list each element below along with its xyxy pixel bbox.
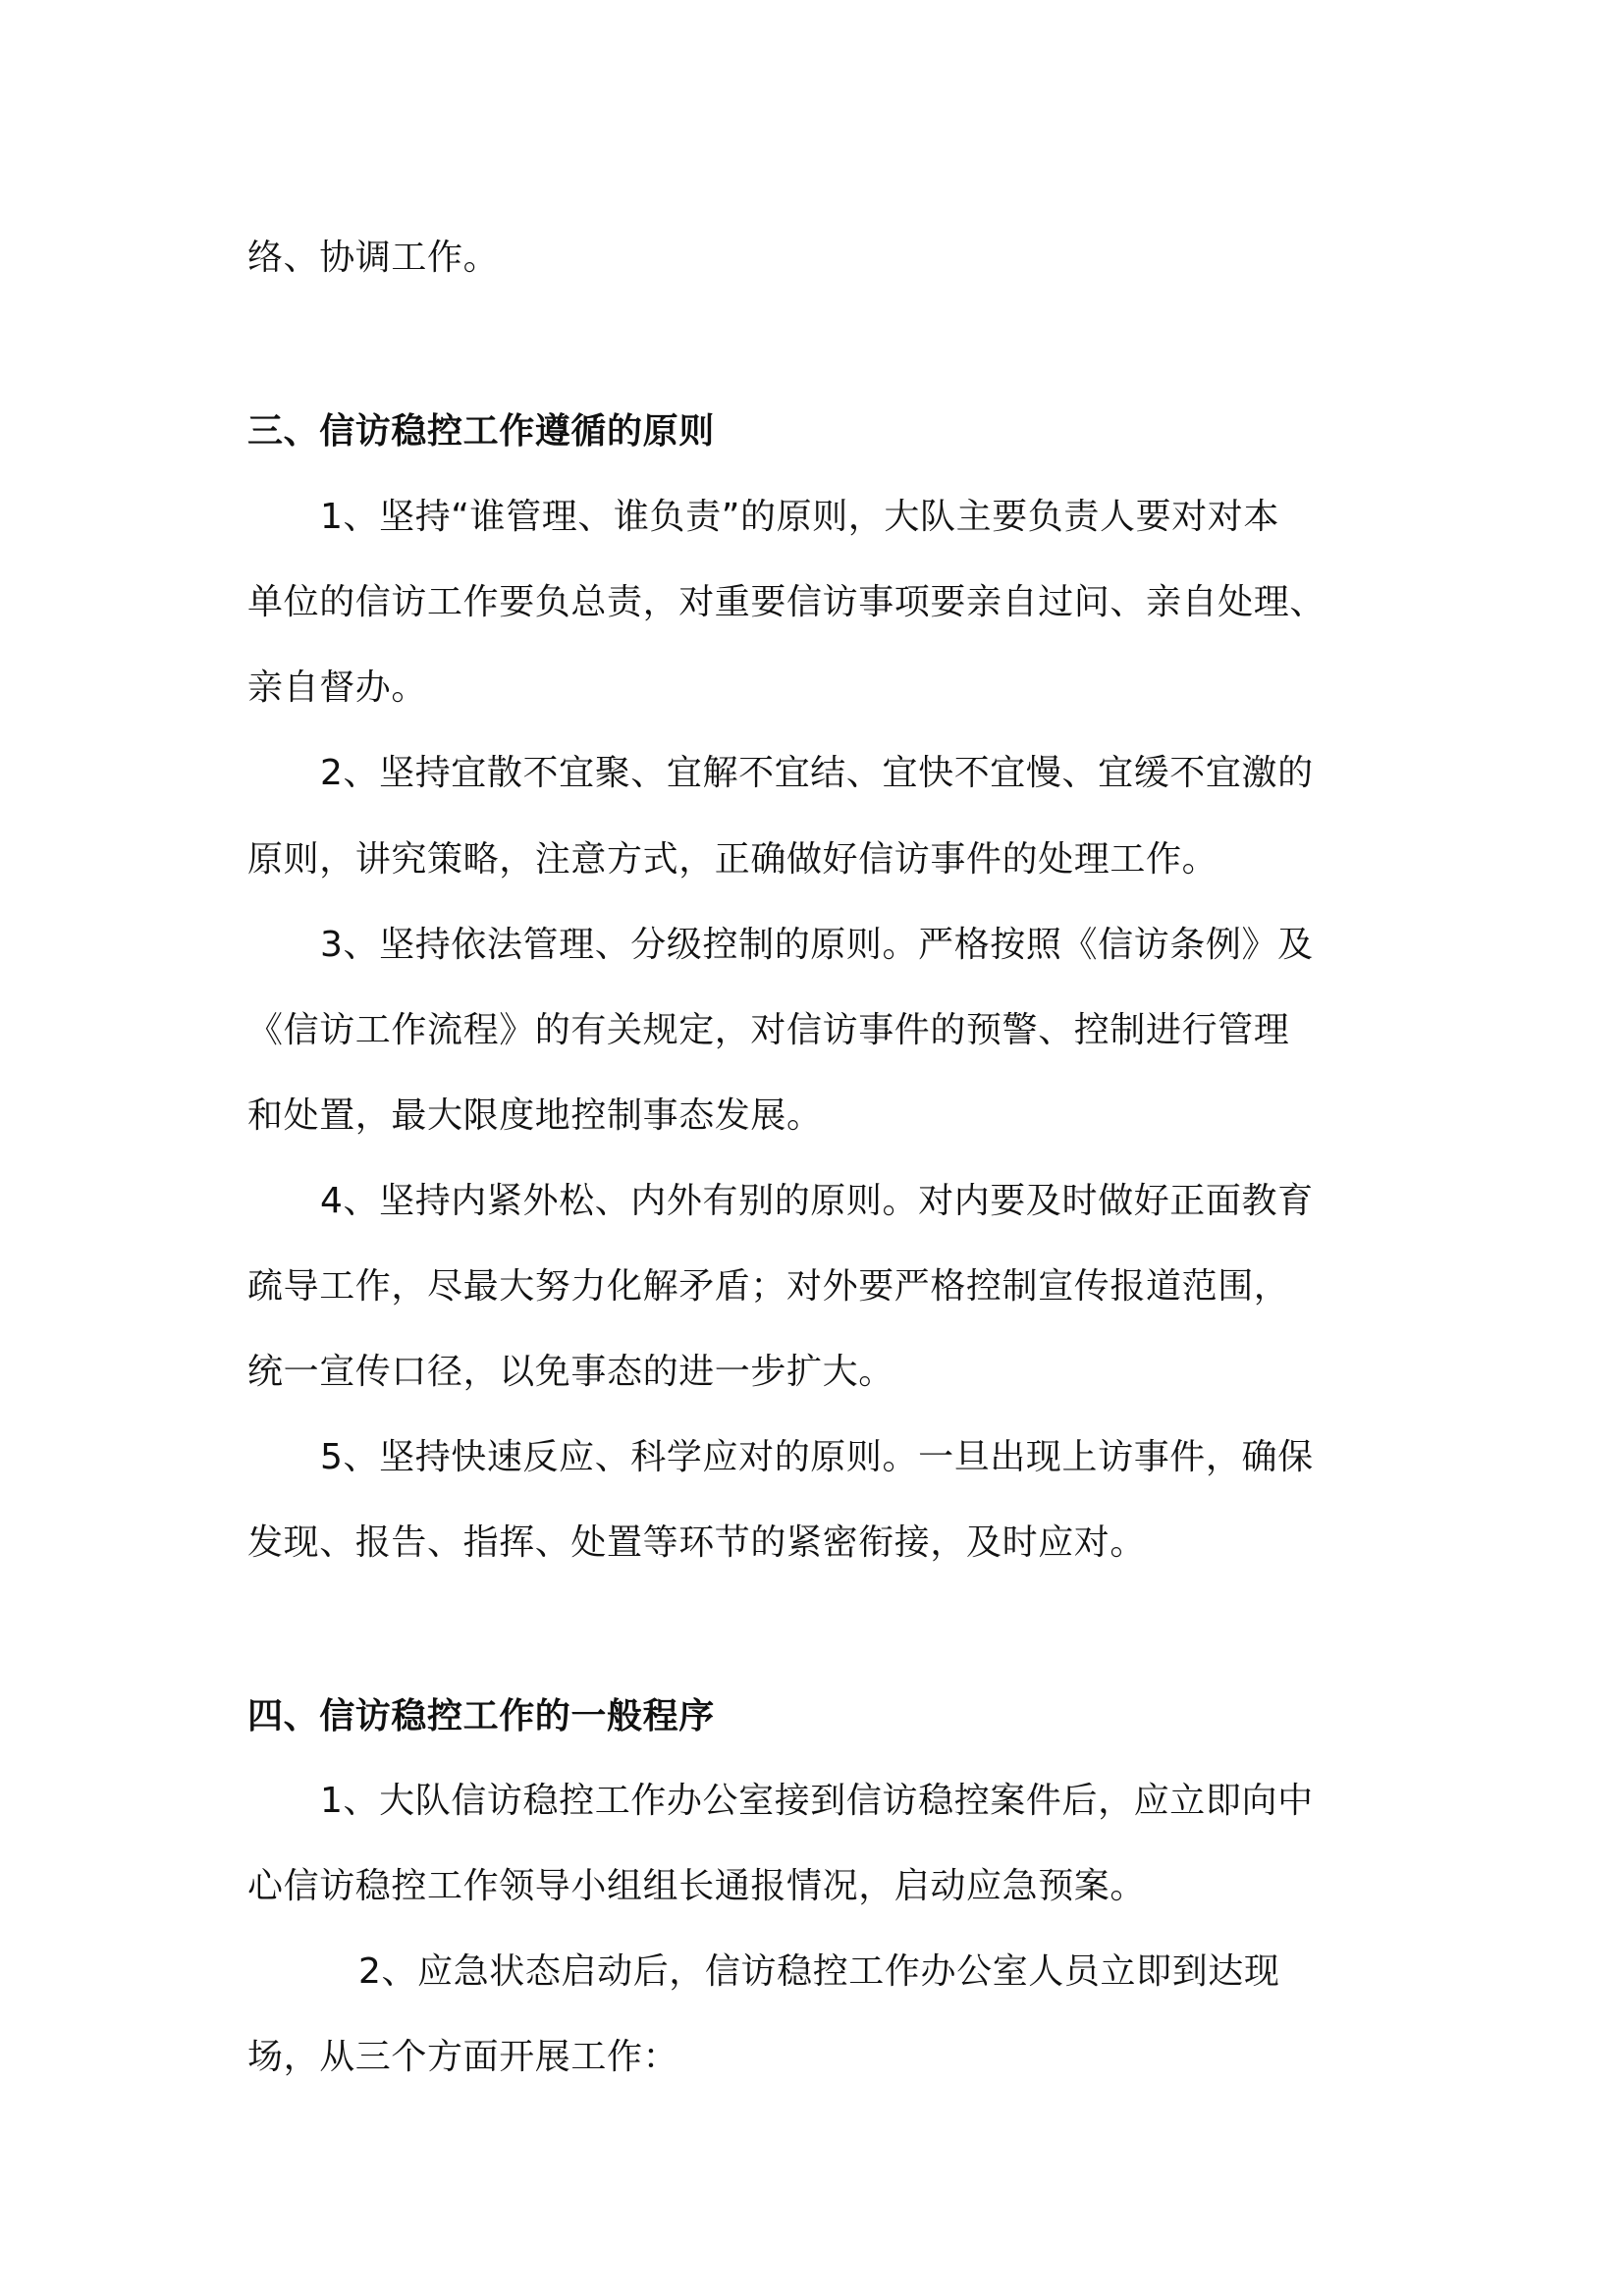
- paragraph-line: 统一宣传口径，以免事态的进一步扩大。: [247, 1352, 894, 1392]
- paragraph-line: 亲自督办。: [247, 667, 428, 708]
- paragraph-line: 《信访工作流程》的有关规定，对信访事件的预警、控制进行管理: [247, 1010, 1290, 1050]
- paragraph-line: 2、应急状态启动后，信访稳控工作办公室人员立即到达现: [358, 1951, 1280, 1992]
- paragraph-line: 发现、报告、指挥、处置等环节的紧密衔接，及时应对。: [247, 1522, 1147, 1563]
- paragraph-line: 原则，讲究策略，注意方式，正确做好信访事件的处理工作。: [247, 839, 1218, 880]
- paragraph-line: 5、坚持快速反应、科学应对的原则。一旦出现上访事件，确保: [320, 1437, 1314, 1477]
- paragraph-line: 1、大队信访稳控工作办公室接到信访稳控案件后，应立即向中: [320, 1781, 1314, 1821]
- paragraph-line: 1、坚持“谁管理、谁负责”的原则，大队主要负责人要对对本: [320, 497, 1280, 537]
- paragraph-line: 2、坚持宜散不宜聚、宜解不宜结、宜快不宜慢、宜缓不宜激的: [320, 753, 1314, 793]
- section-heading-4: 四、信访稳控工作的一般程序: [247, 1696, 715, 1736]
- section-heading-3: 三、信访稳控工作遵循的原则: [247, 411, 715, 452]
- paragraph-line: 和处置，最大限度地控制事态发展。: [247, 1095, 823, 1136]
- paragraph-line: 络、协调工作。: [247, 238, 500, 278]
- paragraph-line: 场，从三个方面开展工作：: [247, 2037, 679, 2077]
- paragraph-line: 疏导工作，尽最大努力化解矛盾；对外要严格控制宣传报道范围，: [247, 1266, 1290, 1307]
- paragraph-line: 3、坚持依法管理、分级控制的原则。严格按照《信访条例》及: [320, 925, 1314, 965]
- paragraph-line: 4、坚持内紧外松、内外有别的原则。对内要及时做好正面教育: [320, 1181, 1314, 1221]
- paragraph-line: 心信访稳控工作领导小组组长通报情况，启动应急预案。: [247, 1866, 1147, 1906]
- paragraph-line: 单位的信访工作要负总责，对重要信访事项要亲自过问、亲自处理、: [247, 582, 1326, 622]
